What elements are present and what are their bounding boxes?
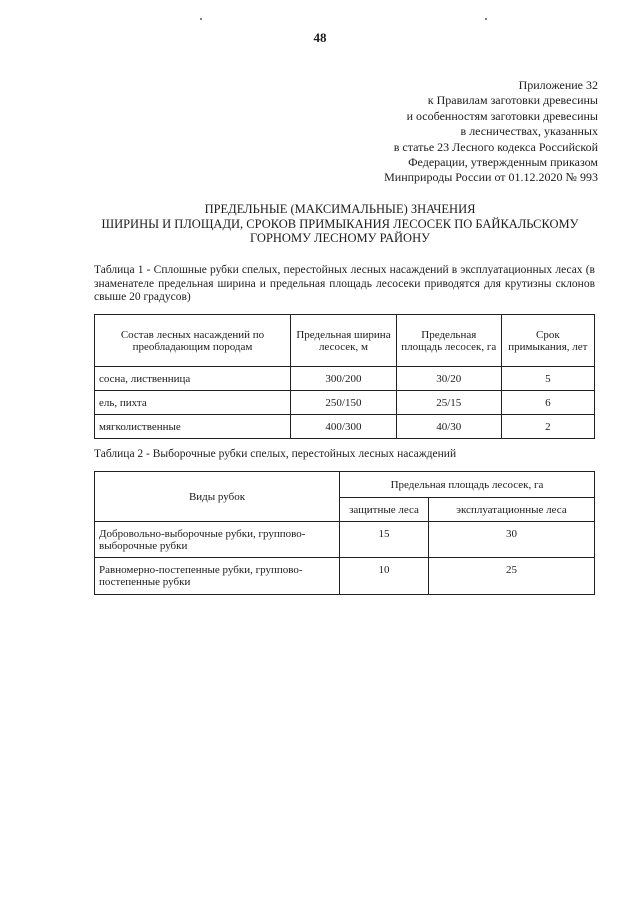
table-cell: 5 <box>501 367 594 391</box>
page-number: 48 <box>313 30 327 45</box>
table-cell: 300/200 <box>291 367 397 391</box>
column-header: Предельная площадь лесосек, га <box>340 472 595 498</box>
column-header: Состав лесных насаждений по преобладающим породам <box>95 315 291 367</box>
table-cell: 25/15 <box>396 391 501 415</box>
table-cell: 30/20 <box>396 367 501 391</box>
appendix-line: Минприроды России от 01.12.2020 № 993 <box>384 170 598 185</box>
table-cell: 25 <box>429 558 595 595</box>
title-line: ПРЕДЕЛЬНЫЕ (МАКСИМАЛЬНЫЕ) ЗНАЧЕНИЯ <box>204 202 476 216</box>
column-subheader: эксплуатационные леса <box>429 498 595 522</box>
table-row <box>95 367 595 391</box>
table-cell: 2 <box>501 415 594 439</box>
appendix-line: и особенностям заготовки древесины <box>406 108 598 123</box>
table-cell: 30 <box>429 522 595 558</box>
appendix-reference <box>298 78 598 186</box>
table2-caption: Таблица 2 - Выборочные рубки спелых, перестойных лесных насаждений <box>94 448 457 460</box>
appendix-line: Приложение 32 <box>518 78 598 92</box>
table-cell: 40/30 <box>396 415 501 439</box>
appendix-line: в статье 23 Лесного кодекса Российской <box>393 139 598 154</box>
appendix-line: Федерации, утвержденным приказом <box>408 155 598 170</box>
table-cell: 10 <box>340 558 429 595</box>
table-cell: 400/300 <box>291 415 397 439</box>
clearcut-limits-table <box>94 314 595 439</box>
appendix-line: в лесничествах, указанных <box>460 124 598 139</box>
selective-cutting-table <box>94 471 595 595</box>
table-row <box>95 558 595 595</box>
column-header: Срок примыкания, лет <box>501 315 594 367</box>
table-row <box>95 415 595 439</box>
scan-speck <box>200 18 202 20</box>
table-cell: Добровольно-выборочные рубки, группово-выборочные рубки <box>95 522 340 558</box>
column-header: Виды рубок <box>95 472 340 522</box>
table-cell: ель, пихта <box>95 391 291 415</box>
table1-caption: Таблица 1 - Сплошные рубки спелых, перестойных лесных насаждений в эксплуатационных лесах (в знаменателе предельная ширина и предельная площадь лесосеки приводятся для крутизны склонов свыше 20 градусов) <box>94 264 595 303</box>
table-row <box>95 522 595 558</box>
table-cell: 6 <box>501 391 594 415</box>
column-subheader: защитные леса <box>340 498 429 522</box>
document-title <box>60 202 620 246</box>
title-line: ГОРНОМУ ЛЕСНОМУ РАЙОНУ <box>250 231 430 245</box>
scan-speck <box>485 18 487 20</box>
column-header: Предельная площадь лесосек, га <box>396 315 501 367</box>
table-row <box>95 391 595 415</box>
column-header: Предельная ширина лесосек, м <box>291 315 397 367</box>
table-cell: 15 <box>340 522 429 558</box>
title-line: ШИРИНЫ И ПЛОЩАДИ, СРОКОВ ПРИМЫКАНИЯ ЛЕСОСЕК ПО БАЙКАЛЬСКОМУ <box>101 216 579 231</box>
table-cell: мягколиственные <box>95 415 291 439</box>
table-cell: Равномерно-постепенные рубки, группово-постепенные рубки <box>95 558 340 595</box>
table-cell: сосна, лиственница <box>95 367 291 391</box>
table-cell: 250/150 <box>291 391 397 415</box>
table-header-row <box>95 472 595 498</box>
table-header-row <box>95 315 595 367</box>
appendix-line: к Правилам заготовки древесины <box>427 93 598 108</box>
